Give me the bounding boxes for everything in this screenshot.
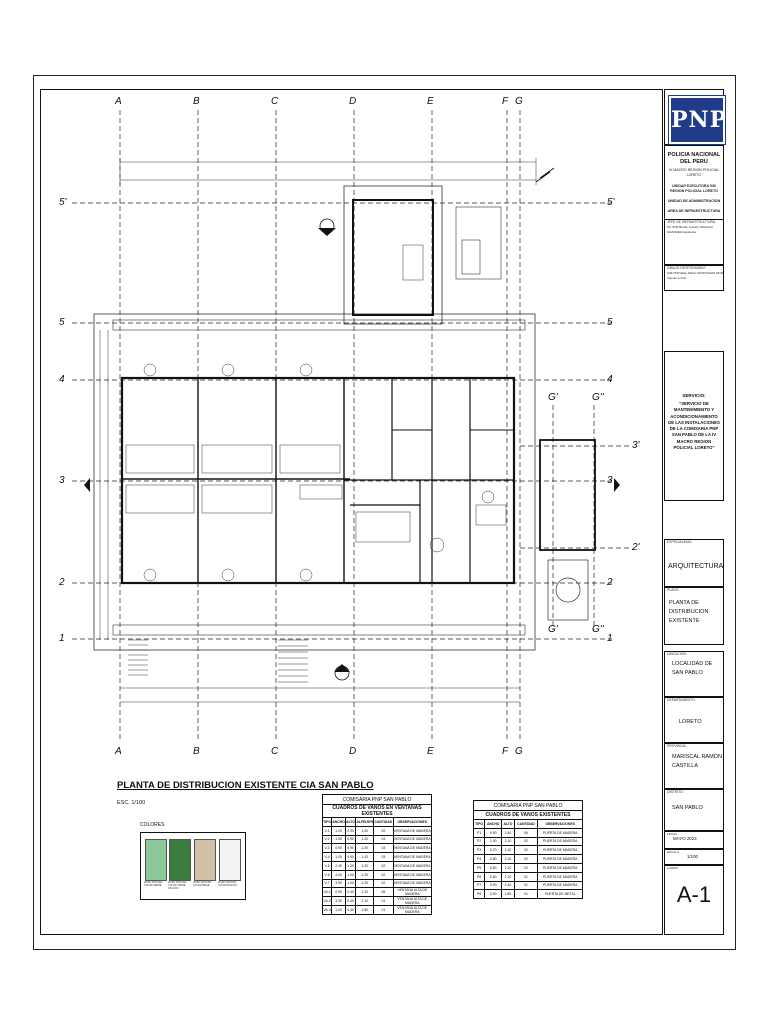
schedule-cell: 1.20: [356, 835, 374, 844]
schedule-cell: 2.10: [502, 846, 515, 855]
schedule-cell: VENTANA DE MADERA: [393, 844, 431, 853]
schedule-cell: 1.20: [345, 861, 355, 870]
schedule-header-cell: ALTO: [345, 818, 355, 827]
schedule-cell: 03: [374, 844, 393, 853]
schedule-cell: V-6: [323, 870, 332, 879]
schedule-cell: PUERTA DE MADERA: [538, 855, 583, 864]
schedule-cell: P2: [474, 837, 485, 846]
schedule-cell: 0.40: [345, 888, 355, 897]
schedule-cell: 2.10: [502, 872, 515, 881]
schedule-row: [323, 835, 432, 844]
schedule-cell: 3.30: [332, 897, 346, 906]
door-schedule-subtitle: CUADROS DE VANOS EXISTENTES: [474, 811, 583, 820]
schedule-cell: 1.20: [332, 826, 346, 835]
swatch-green: [145, 839, 167, 881]
axis-label: 2: [607, 577, 613, 588]
schedule-cell: 01: [374, 906, 393, 915]
schedule-cell: 0.90: [485, 828, 502, 837]
axis-label: G'': [592, 392, 604, 403]
schedule-cell: VENTANA DE MADERA: [393, 879, 431, 888]
schedule-cell: VA-2: [323, 897, 332, 906]
schedule-cell: 0.90: [332, 888, 346, 897]
schedule-cell: VENTANA DE MADERA: [393, 870, 431, 879]
schedule-cell: 2.10: [356, 888, 374, 897]
jefe-label: JEFE DE INFRAESTRUCTURA: [665, 219, 723, 225]
schedule-cell: V-3: [323, 844, 332, 853]
schedule-row: [474, 872, 583, 881]
axis-label: D: [349, 96, 357, 107]
axis-label: 5: [607, 317, 613, 328]
swatch-beige: [194, 839, 216, 881]
axis-label: 5: [59, 317, 65, 328]
schedule-cell: 0.80: [485, 855, 502, 864]
axis-label: 4: [607, 374, 613, 385]
swatch-label: MURO PINTADO COLOR VERDE OSCURO: [168, 881, 187, 890]
schedule-cell: 05: [374, 888, 393, 897]
schedule-cell: 02: [374, 826, 393, 835]
region-text: IV MACRO REGION POLICIAL LORETO: [668, 168, 720, 177]
schedule-cell: VENTANA ALTA DE MADERA: [393, 888, 431, 897]
schedule-row: [323, 906, 432, 915]
plan-scale: ESC. 1/100: [117, 800, 146, 806]
ubicacion-label: UBICACION:: [667, 652, 687, 656]
schedule-header-cell: OBSERVACIONES: [538, 820, 583, 829]
plan-title: PLANTA DE DISTRIBUCION EXISTENTE CIA SAN PABLO: [117, 780, 374, 791]
especialidad-cell: [664, 539, 724, 587]
pnp-logo: PNP: [669, 96, 725, 144]
escala-cell: [664, 849, 724, 865]
axis-label: 3: [607, 475, 613, 486]
axis-label: 1: [607, 633, 613, 644]
axis-label: 5': [607, 197, 615, 208]
plano-value: PLANTA DE DISTRIBUCION EXISTENTE: [669, 600, 709, 624]
distrito-value: SAN PABLO: [672, 805, 703, 811]
schedule-cell: 1.20: [356, 844, 374, 853]
lamina-label: LAMINA: [667, 866, 679, 870]
schedule-cell: P1: [474, 828, 485, 837]
fecha-label: FECHA: [667, 832, 678, 836]
schedule-cell: PUERTA DE MADERA: [538, 837, 583, 846]
axis-label: G'': [592, 624, 604, 635]
schedule-cell: 1.00: [345, 870, 355, 879]
schedule-cell: 2.10: [502, 863, 515, 872]
schedule-cell: V-4: [323, 853, 332, 862]
provincia-value: MARISCAL RAMON CASTILLA: [672, 754, 722, 769]
axis-label: C: [271, 96, 279, 107]
schedule-cell: P4: [474, 855, 485, 864]
schedule-cell: PUERTA DE MADERA: [538, 863, 583, 872]
unidad-text: UNIDAD EJECUTORA 036 REGION POLICIAL LORETO: [670, 184, 718, 193]
schedule-cell: VENTANA DE MADERA: [393, 826, 431, 835]
schedule-row: [474, 881, 583, 890]
axis-label: 3': [632, 440, 640, 451]
schedule-cell: 1.20: [356, 826, 374, 835]
axis-label: F: [502, 746, 509, 757]
schedule-cell: 02: [514, 837, 538, 846]
distrito-label: DISTRITO:: [667, 790, 684, 794]
schedule-cell: PUERTA DE MADERA: [538, 872, 583, 881]
schedule-cell: 01: [514, 881, 538, 890]
schedule-cell: P3: [474, 846, 485, 855]
schedule-cell: V-2: [323, 835, 332, 844]
schedule-header-cell: ALFEIZER: [356, 818, 374, 827]
window-schedule-subtitle: CUADROS DE VANOS EN VENTANAS EXISTENTES: [323, 805, 432, 818]
schedule-cell: 1.20: [356, 870, 374, 879]
axis-label: 5': [59, 197, 67, 208]
building-plan: [84, 158, 620, 702]
schedule-cell: VENTANA DE MADERA: [393, 853, 431, 862]
schedule-cell: 0.90: [345, 844, 355, 853]
plano-cell: [664, 587, 724, 645]
schedule-cell: V-1: [323, 826, 332, 835]
schedule-cell: 2.10: [502, 855, 515, 864]
schedule-cell: VA-3: [323, 906, 332, 915]
schedule-row: [474, 890, 583, 899]
schedule-header-cell: ANCHO: [485, 820, 502, 829]
axis-label: B: [193, 96, 200, 107]
colors-legend: [140, 832, 246, 900]
schedule-cell: 02: [514, 855, 538, 864]
schedule-cell: V-5: [323, 861, 332, 870]
area-text: AREA DE INFRAESTRUCTURA: [667, 209, 721, 213]
window-schedule-title: COMISARIA PNP SAN PABLO: [323, 795, 432, 805]
provincia-label: PROVINCIA:: [667, 744, 687, 748]
axis-label: 2': [632, 542, 640, 553]
schedule-cell: P7: [474, 881, 485, 890]
departamento-value: LORETO: [679, 719, 702, 725]
axis-label: G': [548, 624, 558, 635]
axis-label: D: [349, 746, 357, 757]
schedule-cell: 2.10: [502, 837, 515, 846]
axis-label: E: [427, 746, 434, 757]
swatch-label: MURO PINTADO COLOR BEIGE: [193, 881, 212, 887]
schedule-header-cell: TIPO: [323, 818, 332, 827]
schedule-cell: 1.00: [332, 906, 346, 915]
schedule-header-cell: TIPO: [474, 820, 485, 829]
plano-label: PLANO: [667, 588, 679, 592]
schedule-cell: 0.90: [485, 881, 502, 890]
schedule-row: [323, 870, 432, 879]
jefe-name: S3. PNP Beraly Jossely HIDALGO GRANDEZ Arquitecta: [667, 225, 713, 234]
schedule-cell: P8: [474, 890, 485, 899]
schedule-cell: VENTANA DE MADERA: [393, 861, 431, 870]
especialidad-value: ARQUITECTURA: [668, 563, 724, 570]
schedule-cell: PUERTA DE MADERA: [538, 828, 583, 837]
schedule-cell: 01: [514, 872, 538, 881]
swatch-white: [219, 839, 241, 881]
lamina-value: A-1: [676, 882, 712, 907]
schedule-header-cell: CANTIDAD: [514, 820, 538, 829]
schedule-cell: V-7: [323, 879, 332, 888]
schedule-cell: 2.40: [502, 881, 515, 890]
ubicacion-value: LOCALIDAD DE SAN PABLO: [672, 661, 713, 676]
departamento-label: DEPARTAMENTO:: [667, 698, 696, 702]
schedule-cell: 04: [374, 835, 393, 844]
schedule-header-cell: OBSERVACIONES: [393, 818, 431, 827]
schedule-cell: VENTANA DE MADERA: [393, 835, 431, 844]
servicio-text: "SERVICIO DE MANTENIMIENTO Y ACONDICIONAMIENTO DE LAS INSTALACIONES DE LA COMISARIA PNP SAN PABLO DE LA IV MACRO REGION POLICIAL LORETO": [668, 401, 720, 451]
schedule-row: [323, 826, 432, 835]
axis-label: B: [193, 746, 200, 757]
window-schedule-table: [322, 794, 432, 915]
schedule-row: [474, 855, 583, 864]
schedule-cell: 03: [374, 853, 393, 862]
schedule-cell: 02: [374, 870, 393, 879]
servicio-label: SERVICIO:: [682, 393, 706, 398]
responsable-name: S2E PNP Elian Martin MONTALVAN MOR Ingeniero Civil: [667, 271, 723, 280]
axis-label: C: [271, 746, 279, 757]
provincia-cell: [664, 743, 724, 789]
axis-label: F: [502, 96, 509, 107]
axis-label: 4: [59, 374, 65, 385]
logo-cell: [664, 89, 728, 145]
schedule-header-cell: ALTO: [502, 820, 515, 829]
schedule-cell: P6: [474, 872, 485, 881]
schedule-cell: 1.80: [356, 906, 374, 915]
schedule-cell: 0.90: [485, 890, 502, 899]
schedule-row: [474, 837, 583, 846]
schedule-cell: P5: [474, 863, 485, 872]
schedule-cell: 0.90: [332, 844, 346, 853]
schedule-cell: 1.80: [502, 890, 515, 899]
schedule-cell: 1.50: [332, 835, 346, 844]
departamento-cell: [664, 697, 724, 743]
axis-label: A: [115, 746, 122, 757]
schedule-cell: PUERTA DE MADERA: [538, 881, 583, 890]
distrito-cell: [664, 789, 724, 831]
axis-label: 1: [59, 633, 65, 644]
schedule-cell: 1.00: [332, 853, 346, 862]
responsable-cell: [664, 265, 724, 291]
schedule-cell: 02: [374, 879, 393, 888]
schedule-row: [323, 844, 432, 853]
colors-legend-title: COLORES: [140, 822, 165, 828]
schedule-cell: PUERTA DE MADERA: [538, 846, 583, 855]
schedule-cell: VA-1: [323, 888, 332, 897]
escala-value: 1/100: [687, 854, 698, 859]
schedule-cell: 0.90: [345, 853, 355, 862]
schedule-cell: 2.40: [332, 861, 346, 870]
fecha-value: MAYO 2023: [673, 836, 697, 841]
schedule-cell: 01: [514, 890, 538, 899]
institution-cell: [664, 145, 724, 265]
schedule-cell: 0.90: [345, 826, 355, 835]
axis-label: G': [548, 392, 558, 403]
swatch-label: MURO PINTADO COLOR BLANCO: [218, 881, 237, 887]
door-schedule-table: [473, 800, 583, 899]
schedule-cell: 3.90: [332, 879, 346, 888]
axis-label: A: [115, 96, 122, 107]
schedule-cell: 4.00: [332, 870, 346, 879]
schedule-cell: 02: [514, 846, 538, 855]
schedule-row: [323, 888, 432, 897]
schedule-cell: 1.20: [356, 853, 374, 862]
schedule-cell: 06: [514, 828, 538, 837]
schedule-cell: 1.00: [485, 837, 502, 846]
schedule-header-cell: ANCHO: [332, 818, 346, 827]
lamina-cell: [664, 865, 724, 935]
especialidad-label: ESPECIALIDAD: [667, 540, 692, 544]
schedule-cell: 01: [374, 897, 393, 906]
institution-line-2: DEL PERU: [680, 159, 708, 165]
schedule-cell: VENTANA ALTA DE MADERA: [393, 897, 431, 906]
door-schedule-title: COMISARIA PNP SAN PABLO: [474, 801, 583, 811]
schedule-cell: 2.10: [356, 897, 374, 906]
schedule-cell: 2.40: [502, 828, 515, 837]
title-block: [664, 89, 728, 935]
schedule-row: [323, 897, 432, 906]
unidad-adm-text: UNIDAD DE ADMINISTRACION: [667, 199, 721, 203]
schedule-cell: 1.00: [345, 879, 355, 888]
axis-label: 2: [59, 577, 65, 588]
schedule-cell: PUERTA DE METAL: [538, 890, 583, 899]
schedule-cell: 0.80: [485, 863, 502, 872]
schedule-row: [474, 863, 583, 872]
responsable-label: DIBUJO RESPONSABLE: [667, 266, 706, 270]
schedule-row: [323, 879, 432, 888]
schedule-cell: 0.90: [345, 835, 355, 844]
institution-line-1: POLICIA NACIONAL: [667, 152, 721, 158]
schedule-row: [323, 853, 432, 862]
servicio-cell: [664, 351, 724, 501]
swatch-dark-green: [169, 839, 191, 881]
schedule-cell: 0.60: [485, 872, 502, 881]
schedule-cell: 1.20: [356, 861, 374, 870]
schedule-cell: 0.40: [345, 897, 355, 906]
axis-label: G: [515, 96, 523, 107]
fecha-cell: [664, 831, 724, 849]
schedule-header-cell: CANTIDAD: [374, 818, 393, 827]
schedule-cell: 0.40: [345, 906, 355, 915]
schedule-row: [323, 861, 432, 870]
schedule-cell: 02: [514, 863, 538, 872]
schedule-cell: 0.70: [485, 846, 502, 855]
ubicacion-cell: [664, 651, 724, 697]
schedule-cell: 02: [374, 861, 393, 870]
schedule-row: [474, 846, 583, 855]
axis-label: 3: [59, 475, 65, 486]
axis-label: G: [515, 746, 523, 757]
escala-label: ESCALA: [667, 850, 679, 854]
axis-label: E: [427, 96, 434, 107]
schedule-cell: VENTANA ALTA DE MADERA: [393, 906, 431, 915]
schedule-row: [474, 828, 583, 837]
schedule-cell: 1.20: [356, 879, 374, 888]
axes-grid: [72, 110, 630, 740]
swatch-label: MURO PINTADO COLOR VERDE: [144, 881, 163, 887]
